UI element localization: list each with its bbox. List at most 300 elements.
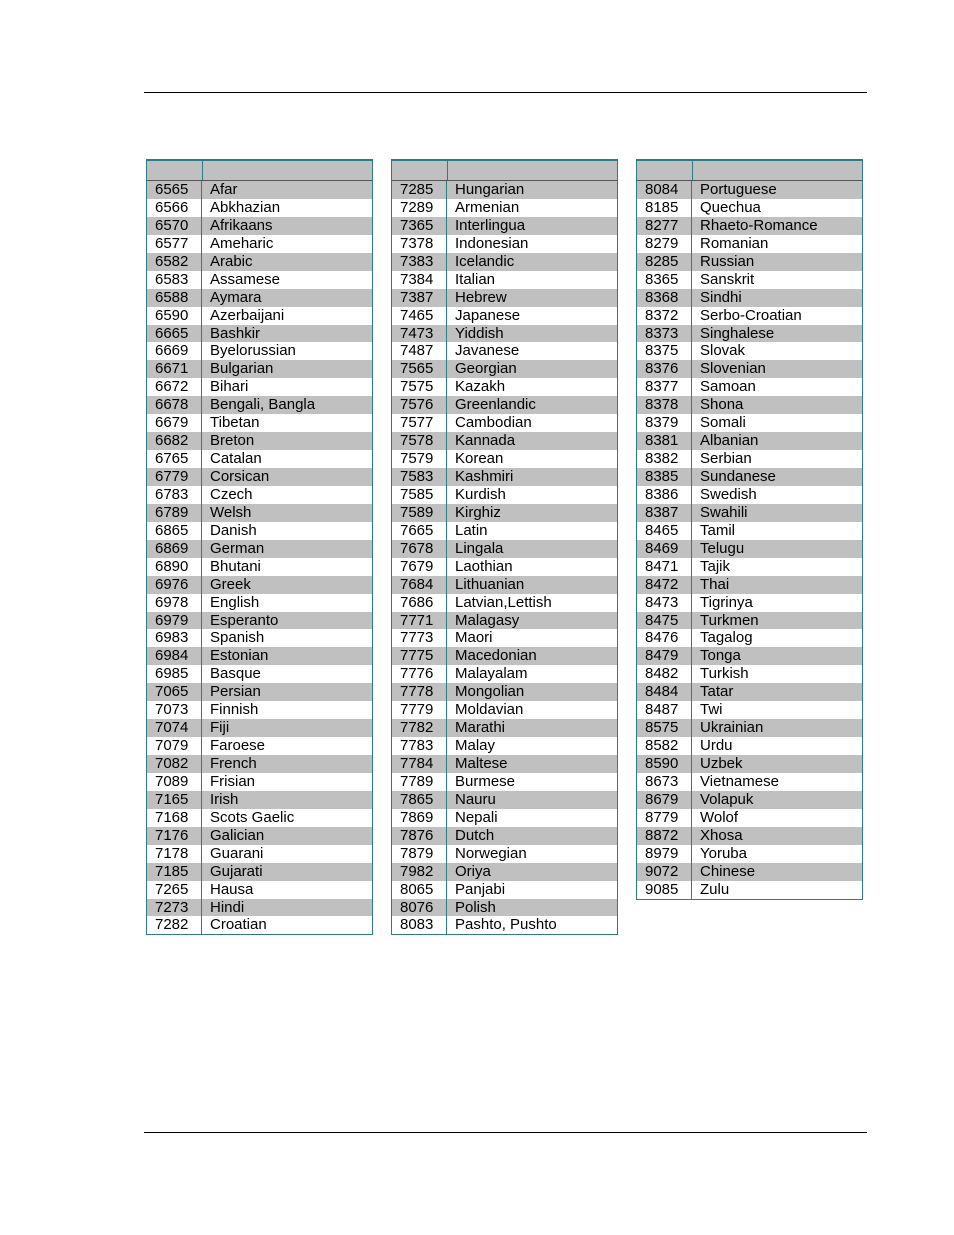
table-row [637, 217, 862, 235]
language-name: Tamil [700, 521, 736, 539]
table-row [147, 289, 372, 307]
language-code: 8679 [637, 791, 692, 809]
language-code: 8076 [392, 899, 447, 917]
table-header [147, 161, 372, 181]
table-row [392, 594, 617, 612]
table-row [637, 235, 862, 253]
language-name: Danish [210, 521, 257, 539]
language-name: Galician [210, 826, 265, 844]
language-code: 6783 [147, 486, 202, 504]
table-row [147, 827, 372, 845]
table-row [147, 629, 372, 647]
language-name: Tajik [700, 557, 731, 575]
table-row [147, 881, 372, 899]
table-row [147, 558, 372, 576]
language-name: Georgian [455, 360, 517, 378]
language-code: 8381 [637, 432, 692, 450]
language-code: 8473 [637, 594, 692, 612]
language-code: 8285 [637, 253, 692, 271]
table-row [392, 378, 617, 396]
language-name: English [210, 593, 260, 611]
language-name: Maltese [455, 755, 508, 772]
language-name: Singhalese [700, 324, 775, 342]
language-code: 6682 [147, 432, 202, 450]
language-name: German [210, 539, 265, 557]
language-name: Russian [700, 252, 755, 270]
language-name: Ukrainian [700, 719, 764, 737]
language-code: 6566 [147, 199, 202, 217]
language-code: 8376 [637, 360, 692, 378]
language-name: Tibetan [210, 414, 260, 432]
language-name: Ameharic [210, 234, 274, 252]
language-code: 7583 [392, 468, 447, 486]
language-name: Scots Gaelic [210, 808, 295, 826]
language-code: 7165 [147, 791, 202, 809]
language-code: 6565 [147, 181, 202, 199]
language-name: Rhaeto-Romance [700, 216, 818, 234]
language-name: Portuguese [700, 181, 777, 198]
table-row [147, 181, 372, 199]
language-code: 7082 [147, 755, 202, 773]
language-code: 7784 [392, 755, 447, 773]
language-code: 6865 [147, 522, 202, 540]
table-row [637, 504, 862, 522]
language-name: Armenian [455, 198, 520, 216]
table-row [147, 845, 372, 863]
table-row [392, 199, 617, 217]
table-row [637, 289, 862, 307]
language-code: 8382 [637, 450, 692, 468]
table-row [392, 845, 617, 863]
language-name: Lithuanian [455, 575, 525, 593]
language-code: 7684 [392, 576, 447, 594]
table-row [392, 325, 617, 343]
table-row [147, 199, 372, 217]
table-row [637, 181, 862, 199]
language-code: 6678 [147, 396, 202, 414]
table-row [637, 791, 862, 809]
language-code: 6890 [147, 558, 202, 576]
language-name: Latin [455, 521, 488, 539]
table-row [637, 755, 862, 773]
language-name: Urdu [700, 737, 733, 755]
language-code: 7779 [392, 701, 447, 719]
language-name: Xhosa [700, 826, 743, 844]
language-code: 7576 [392, 396, 447, 414]
language-name: Pashto, Pushto [455, 916, 557, 934]
language-name: Azerbaijani [210, 306, 285, 324]
language-code: 8277 [637, 217, 692, 235]
language-name: Lingala [455, 539, 504, 557]
language-name: Swedish [700, 485, 757, 503]
language-name: Fiji [210, 719, 230, 737]
language-name: Faroese [210, 737, 266, 755]
language-name: Indonesian [455, 234, 529, 252]
language-name: Cambodian [455, 414, 532, 432]
language-name: Marathi [455, 719, 506, 737]
table-row [637, 629, 862, 647]
language-code: 8590 [637, 755, 692, 773]
language-code: 7074 [147, 719, 202, 737]
table-row [392, 307, 617, 325]
language-code: 7282 [147, 916, 202, 934]
language-name: Afrikaans [210, 216, 273, 234]
language-name: Oriya [455, 862, 491, 880]
language-code: 7178 [147, 845, 202, 863]
language-name: Mongolian [455, 683, 525, 701]
language-name: Aymara [210, 288, 262, 306]
table-row [637, 199, 862, 217]
language-name: Italian [455, 270, 496, 288]
language-code: 7678 [392, 540, 447, 558]
table-row [637, 468, 862, 486]
language-code: 6985 [147, 665, 202, 683]
table-row [637, 253, 862, 271]
language-code: 7782 [392, 719, 447, 737]
language-code: 8469 [637, 540, 692, 558]
language-code: 6984 [147, 647, 202, 665]
language-name: Nauru [455, 790, 496, 808]
table-row [147, 468, 372, 486]
language-name: Afar [210, 181, 238, 198]
table-row [392, 396, 617, 414]
table-row [637, 486, 862, 504]
language-name: Wolof [700, 808, 739, 826]
language-code: 7365 [392, 217, 447, 235]
language-name: Tigrinya [700, 593, 753, 611]
table-row [147, 271, 372, 289]
table-row [147, 576, 372, 594]
language-name: Telugu [700, 539, 745, 557]
language-code: 7665 [392, 522, 447, 540]
language-code: 8476 [637, 629, 692, 647]
language-code: 8487 [637, 701, 692, 719]
table-row [392, 647, 617, 665]
language-code-table-1 [146, 159, 373, 935]
language-code: 7073 [147, 701, 202, 719]
language-name: Thai [700, 575, 730, 593]
language-code: 9072 [637, 863, 692, 881]
language-code: 6570 [147, 217, 202, 235]
language-name: Persian [210, 683, 261, 701]
table-row [637, 576, 862, 594]
language-name: Laothian [455, 557, 513, 575]
table-row [392, 217, 617, 235]
language-code: 7487 [392, 342, 447, 360]
language-code: 7773 [392, 629, 447, 647]
language-code: 7176 [147, 827, 202, 845]
table-row [147, 342, 372, 360]
language-code: 6869 [147, 540, 202, 558]
table-row [392, 737, 617, 755]
language-name: Korean [455, 450, 504, 468]
table-row [392, 629, 617, 647]
table-row [392, 235, 617, 253]
language-name: Welsh [210, 503, 252, 521]
language-code: 7686 [392, 594, 447, 612]
language-name: Estonian [210, 647, 269, 665]
language-code: 7383 [392, 253, 447, 271]
table-row [392, 181, 617, 199]
table-row [392, 289, 617, 307]
table-row [637, 307, 862, 325]
table-header [392, 161, 617, 181]
language-code: 7273 [147, 899, 202, 917]
language-name: Turkmen [700, 611, 759, 629]
table-row [392, 916, 617, 934]
language-code: 7289 [392, 199, 447, 217]
language-code: 7589 [392, 504, 447, 522]
table-row [637, 271, 862, 289]
table-row [637, 450, 862, 468]
language-code: 7879 [392, 845, 447, 863]
language-code: 8779 [637, 809, 692, 827]
language-name: Japanese [455, 306, 521, 324]
language-code: 7378 [392, 235, 447, 253]
table-row [637, 701, 862, 719]
language-name: Twi [700, 701, 723, 719]
table-row [147, 378, 372, 396]
table-row [637, 827, 862, 845]
language-name: Kazakh [455, 378, 506, 396]
language-code: 7065 [147, 683, 202, 701]
table-row [637, 863, 862, 881]
table-row [392, 504, 617, 522]
language-name: Zulu [700, 880, 730, 898]
language-code: 7585 [392, 486, 447, 504]
table-row [147, 307, 372, 325]
table-row [147, 217, 372, 235]
language-code: 6789 [147, 504, 202, 522]
language-name: Kashmiri [455, 468, 514, 485]
language-code: 6671 [147, 360, 202, 378]
table-row [637, 594, 862, 612]
table-row [637, 809, 862, 827]
table-row [147, 235, 372, 253]
language-code: 7285 [392, 181, 447, 199]
language-code: 8379 [637, 414, 692, 432]
language-name: Catalan [210, 450, 262, 468]
language-name: Abkhazian [210, 198, 281, 216]
table-row [147, 486, 372, 504]
table-row [637, 360, 862, 378]
table-row [392, 360, 617, 378]
language-name: Icelandic [455, 252, 515, 270]
table-row [147, 360, 372, 378]
table-row [392, 809, 617, 827]
language-name: Latvian,Lettish [455, 593, 552, 611]
language-name: Panjabi [455, 880, 506, 898]
language-code: 6672 [147, 378, 202, 396]
table-row [147, 755, 372, 773]
language-name: Sundanese [700, 468, 776, 485]
table-row [392, 522, 617, 540]
table-row [637, 683, 862, 701]
language-code: 6588 [147, 289, 202, 307]
table-row [147, 325, 372, 343]
table-row [147, 719, 372, 737]
language-name: Somali [700, 414, 746, 432]
language-code: 6590 [147, 307, 202, 325]
language-code: 8065 [392, 881, 447, 899]
table-row [147, 701, 372, 719]
table-row [392, 558, 617, 576]
table-row [637, 558, 862, 576]
language-code: 8279 [637, 235, 692, 253]
language-name: French [210, 755, 257, 772]
language-code: 8465 [637, 522, 692, 540]
language-code: 8385 [637, 468, 692, 486]
language-code-table-3 [636, 159, 863, 900]
language-name: Finnish [210, 701, 259, 719]
table-row [637, 719, 862, 737]
language-name: Quechua [700, 198, 761, 216]
language-name: Vietnamese [700, 772, 779, 790]
language-name: Nepali [455, 808, 498, 826]
language-code: 7089 [147, 773, 202, 791]
language-code: 8372 [637, 307, 692, 325]
language-code: 6983 [147, 629, 202, 647]
language-name: Breton [210, 432, 255, 450]
table-row [147, 773, 372, 791]
language-code: 8375 [637, 342, 692, 360]
language-name: Guarani [210, 844, 264, 862]
language-name: Byelorussian [210, 342, 296, 360]
language-code: 7575 [392, 378, 447, 396]
table-row [637, 647, 862, 665]
language-name: Shona [700, 396, 744, 414]
language-name: Hausa [210, 880, 254, 898]
table-header [637, 161, 862, 181]
table-row [147, 647, 372, 665]
language-code: 8472 [637, 576, 692, 594]
table-row [147, 809, 372, 827]
language-code: 7168 [147, 809, 202, 827]
language-name: Interlingua [455, 216, 526, 234]
table-row [147, 863, 372, 881]
language-code: 6679 [147, 414, 202, 432]
language-name: Slovenian [700, 360, 766, 378]
language-name: Serbo-Croatian [700, 306, 802, 324]
table-row [637, 773, 862, 791]
table-row [392, 863, 617, 881]
table-row [637, 325, 862, 343]
language-code: 8575 [637, 719, 692, 737]
language-code: 8979 [637, 845, 692, 863]
language-code: 7265 [147, 881, 202, 899]
table-row [147, 916, 372, 934]
language-name: Norwegian [455, 844, 527, 862]
language-code: 7578 [392, 432, 447, 450]
language-name: Swahili [700, 503, 748, 521]
table-row [392, 881, 617, 899]
language-name: Turkish [700, 665, 749, 683]
language-name: Hungarian [455, 181, 525, 198]
table-row [147, 504, 372, 522]
language-code: 8479 [637, 647, 692, 665]
table-row [637, 396, 862, 414]
language-code: 6583 [147, 271, 202, 289]
language-name: Frisian [210, 772, 256, 790]
language-name: Bihari [210, 378, 249, 396]
language-code: 8471 [637, 558, 692, 576]
language-code: 9085 [637, 881, 692, 899]
language-name: Malay [455, 737, 496, 755]
language-code: 8083 [392, 916, 447, 934]
language-code: 8673 [637, 773, 692, 791]
language-code: 7775 [392, 647, 447, 665]
language-code: 7565 [392, 360, 447, 378]
table-row [637, 737, 862, 755]
language-code: 8386 [637, 486, 692, 504]
language-code: 6582 [147, 253, 202, 271]
language-name: Polish [455, 898, 496, 916]
language-code: 6978 [147, 594, 202, 612]
language-code: 8084 [637, 181, 692, 199]
footer-rule [144, 1132, 867, 1133]
language-name: Bashkir [210, 324, 261, 342]
language-code: 8185 [637, 199, 692, 217]
language-name: Tagalog [700, 629, 753, 647]
table-row [392, 271, 617, 289]
table-row [392, 486, 617, 504]
table-row [147, 899, 372, 917]
language-name: Bengali, Bangla [210, 396, 316, 414]
language-code: 6779 [147, 468, 202, 486]
language-name: Uzbek [700, 755, 743, 772]
table-row [392, 683, 617, 701]
table-row [392, 719, 617, 737]
language-name: Tonga [700, 647, 741, 665]
language-name: Malayalam [455, 665, 528, 683]
table-row [147, 522, 372, 540]
table-row [147, 253, 372, 271]
language-code: 7465 [392, 307, 447, 325]
language-code: 7384 [392, 271, 447, 289]
table-row [392, 665, 617, 683]
table-row [392, 450, 617, 468]
language-name: Corsican [210, 468, 270, 485]
table-row [637, 432, 862, 450]
language-name: Volapuk [700, 790, 754, 808]
header-rule [144, 92, 867, 93]
table-row [392, 773, 617, 791]
language-code: 8872 [637, 827, 692, 845]
table-row [637, 845, 862, 863]
language-code: 8387 [637, 504, 692, 522]
table-row [392, 432, 617, 450]
language-name: Kurdish [455, 485, 506, 503]
language-code: 6765 [147, 450, 202, 468]
language-name: Romanian [700, 234, 769, 252]
table-row [147, 450, 372, 468]
language-code: 8378 [637, 396, 692, 414]
language-name: Albanian [700, 432, 759, 450]
language-name: Javanese [455, 342, 520, 360]
language-code: 6669 [147, 342, 202, 360]
language-code: 8373 [637, 325, 692, 343]
language-name: Gujarati [210, 862, 263, 880]
language-name: Yiddish [455, 324, 504, 342]
language-name: Basque [210, 665, 261, 683]
language-name: Irish [210, 790, 239, 808]
language-code: 7473 [392, 325, 447, 343]
language-code: 7079 [147, 737, 202, 755]
table-row [392, 468, 617, 486]
language-code: 7865 [392, 791, 447, 809]
language-name: Czech [210, 485, 253, 503]
table-row [147, 396, 372, 414]
